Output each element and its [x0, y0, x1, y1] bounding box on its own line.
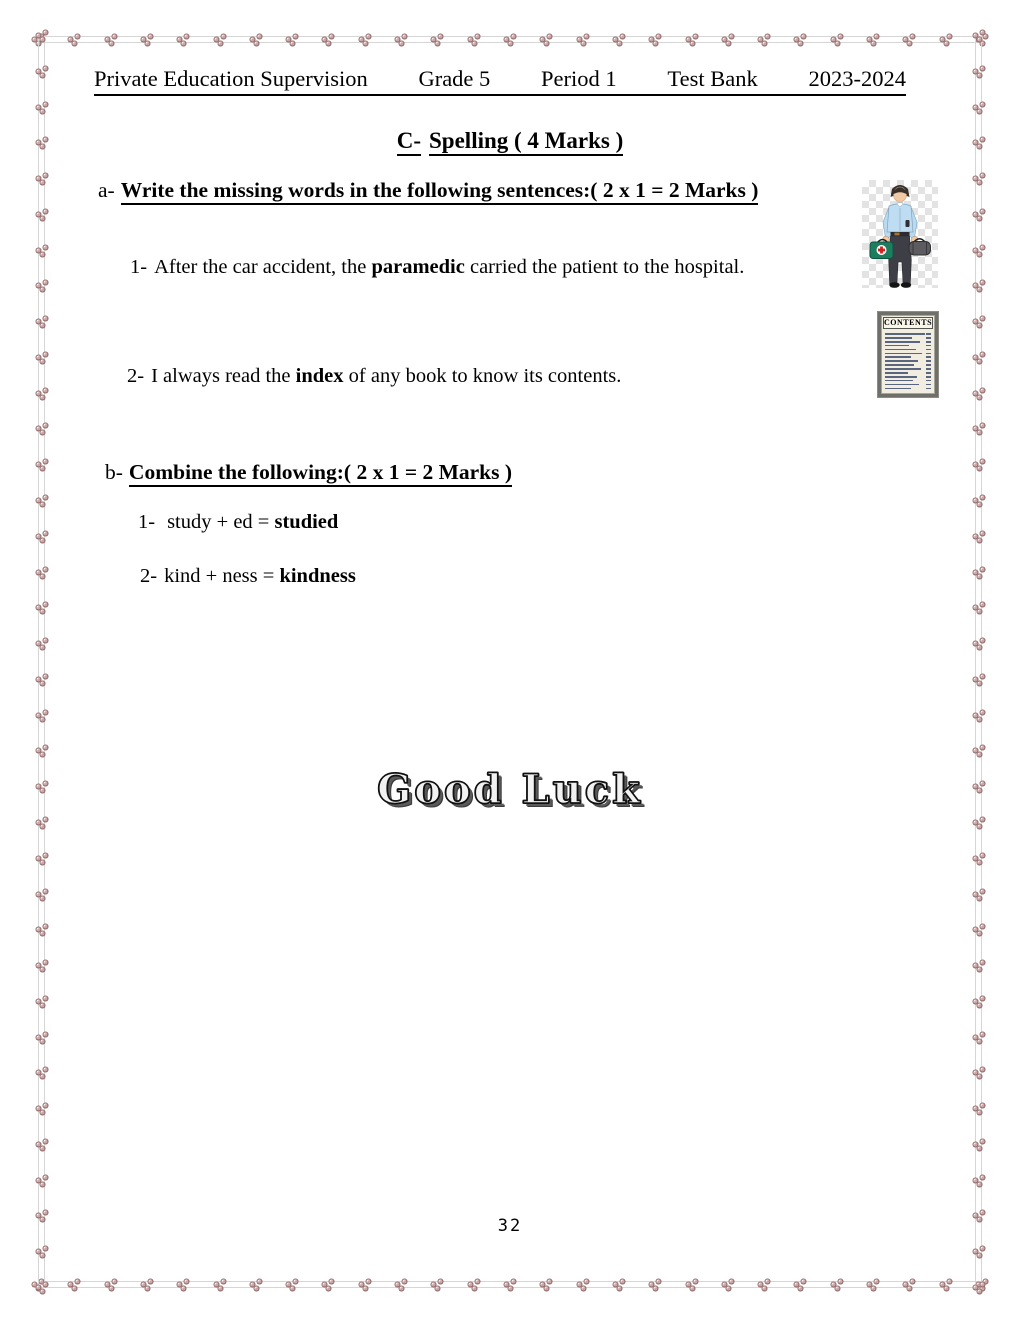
header-supervision: Private Education Supervision — [94, 66, 368, 91]
combine-2-number: 2- — [140, 565, 158, 587]
part-a-heading — [98, 178, 758, 203]
paramedic-image — [862, 180, 938, 288]
page-number: 32 — [497, 1216, 523, 1236]
part-b-heading — [105, 460, 512, 485]
part-a-letter: a- — [98, 178, 115, 202]
combine-1-answer: studied — [274, 511, 339, 533]
part-b-letter: b- — [105, 460, 123, 484]
border-bottom — [38, 1281, 982, 1288]
sentence-2 — [127, 365, 621, 388]
header-period: Period 1 — [541, 66, 617, 91]
sentence-2-before: I always read the — [151, 365, 296, 387]
sentence-1-number: 1- — [130, 256, 148, 278]
section-letter: C- — [397, 128, 421, 156]
contents-title: CONTENTS — [884, 318, 933, 327]
border-left — [38, 36, 45, 1288]
sentence-1 — [130, 256, 744, 279]
part-a-instruction: Write the missing words in the following sentences:( 2 x 1 = 2 Marks ) — [121, 178, 759, 205]
combine-2 — [140, 565, 356, 588]
good-luck-text: Good Luck — [377, 766, 643, 813]
combine-1-number: 1- — [138, 511, 156, 533]
header-year: 2023-2024 — [808, 66, 906, 91]
sentence-1-answer: paramedic — [371, 256, 465, 278]
header-grade: Grade 5 — [418, 66, 491, 91]
sentence-1-before: After the car accident, the — [154, 256, 372, 278]
sentence-2-number: 2- — [127, 365, 145, 387]
part-b-instruction: Combine the following:( 2 x 1 = 2 Marks ) — [129, 460, 512, 487]
sentence-2-answer: index — [295, 365, 344, 387]
header — [94, 66, 906, 96]
section-title — [0, 128, 1020, 154]
combine-1 — [138, 511, 338, 534]
combine-2-expression: kind + ness = — [164, 565, 280, 587]
combine-1-expression: study + ed = — [167, 511, 275, 533]
sentence-1-after: carried the patient to the hospital. — [464, 256, 745, 278]
header-test-bank: Test Bank — [667, 66, 758, 91]
combine-2-answer: kindness — [279, 565, 356, 587]
paramedic-figure — [862, 180, 938, 288]
sentence-2-after: of any book to know its contents. — [343, 365, 622, 387]
section-name: Spelling ( 4 Marks ) — [429, 128, 623, 156]
border-right — [975, 36, 982, 1288]
contents-rows — [885, 332, 931, 391]
contents-page-image — [878, 312, 938, 397]
border-top — [38, 36, 982, 43]
